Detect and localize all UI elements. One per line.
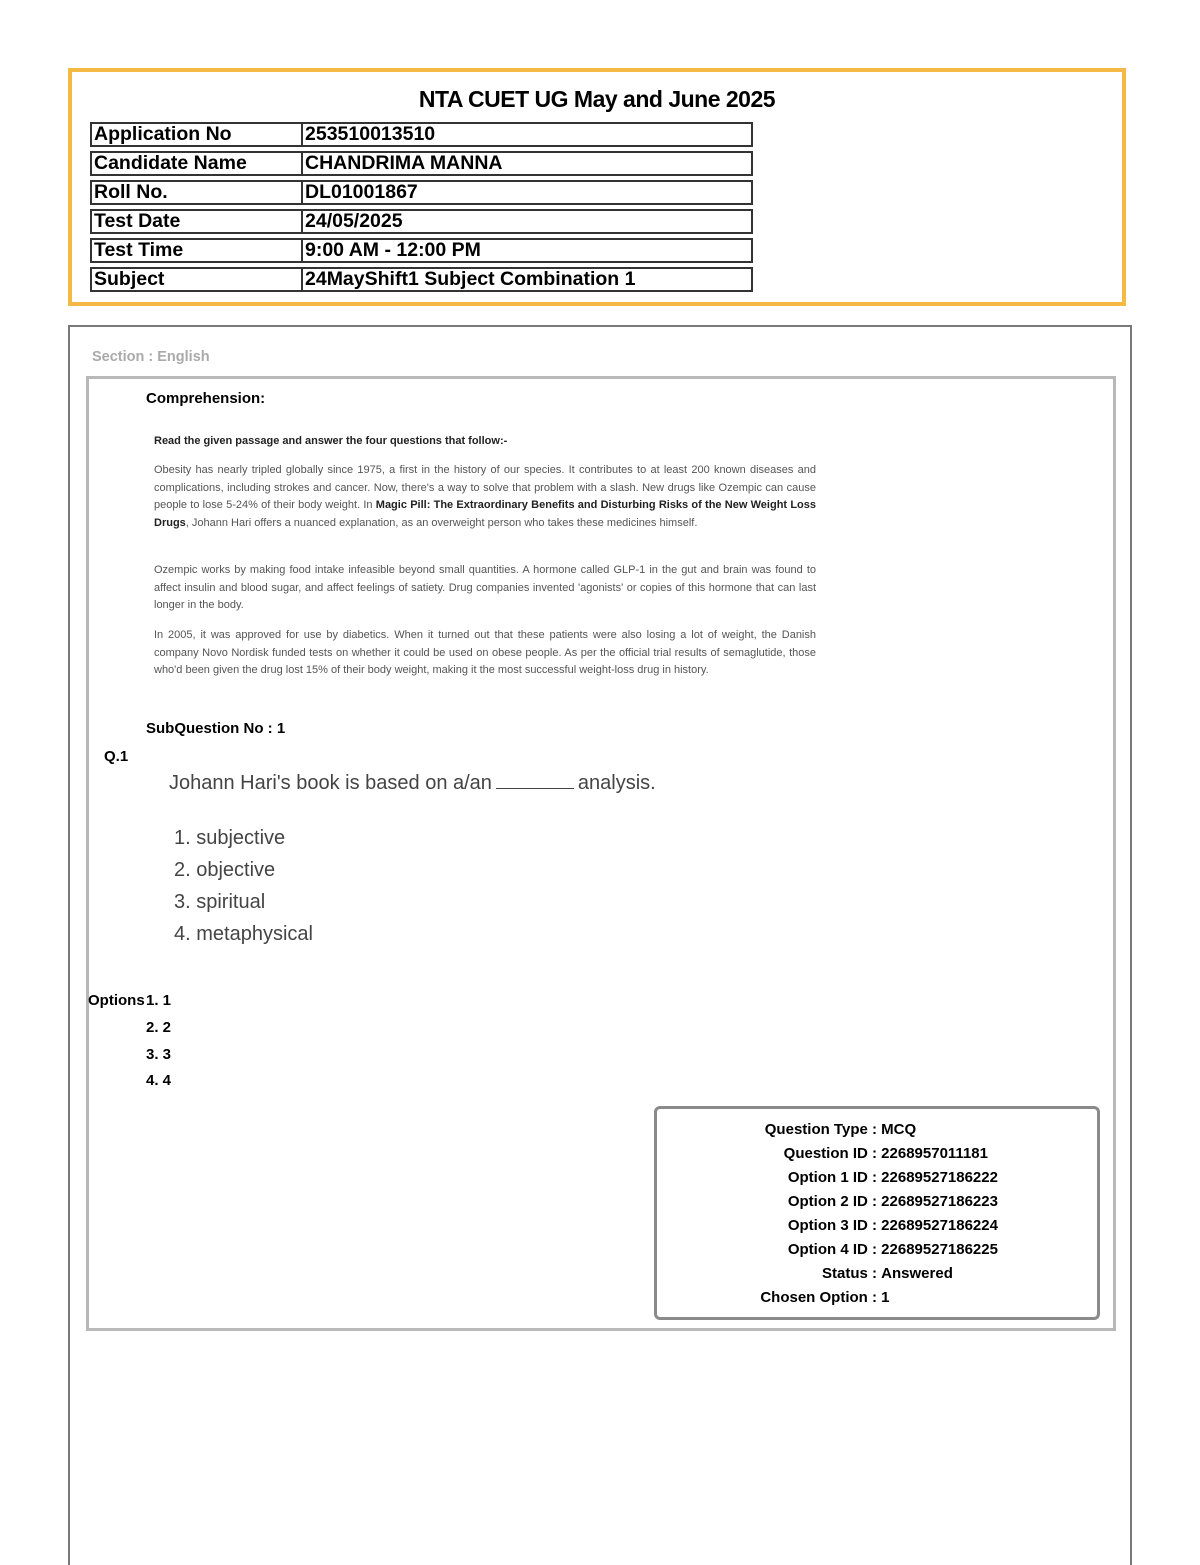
meta-label: Option 3 ID : [787,1217,877,1234]
subquestion-label: SubQuestion No : 1 [146,720,286,737]
table-row [90,267,753,292]
meta-question-id [654,1145,1100,1162]
question-meta-box [654,1106,1100,1320]
meta-label: Option 2 ID : [787,1193,877,1210]
meta-value: MCQ [881,1121,917,1138]
answer-choice: 4. metaphysical [174,923,313,945]
info-value: 24MayShift1 Subject Combination 1 [303,267,753,292]
meta-option-4-id [654,1241,1100,1258]
meta-chosen-option [654,1289,1100,1306]
answer-choice: 3. spiritual [174,891,266,913]
option-item: 4. 4 [146,1072,172,1089]
book-title: Magic Pill: The Extraordinary Benefits and Disturbing Risks of the New Weight Loss Drugs [154,499,816,529]
meta-value: 22689527186224 [881,1217,998,1234]
meta-value: 22689527186223 [881,1193,998,1210]
answer-choice: 2. objective [174,859,276,881]
info-label: Test Date [90,209,303,234]
info-label: Application No [90,122,303,147]
table-row [90,122,753,147]
option-item: 2. 2 [146,1019,172,1036]
fill-blank [496,772,574,789]
option-item: 1. 1 [146,992,172,1009]
table-row [90,209,753,234]
info-value: CHANDRIMA MANNA [303,151,753,176]
info-label: Subject [90,267,303,292]
meta-value: 1 [881,1289,890,1306]
meta-label: Question ID : [783,1145,877,1162]
exam-title: NTA CUET UG May and June 2025 [418,86,776,112]
passage-paragraph-1 [154,462,816,532]
options-label: Options [88,992,145,1009]
meta-question-type [654,1121,1100,1138]
info-value: 253510013510 [303,122,753,147]
question-text-end: analysis. [577,772,656,794]
meta-label: Chosen Option : [760,1289,877,1306]
info-value: 24/05/2025 [303,209,753,234]
candidate-info-table [90,118,753,296]
meta-value: 22689527186225 [881,1241,998,1258]
option-item: 3. 3 [146,1046,172,1063]
info-label: Candidate Name [90,151,303,176]
meta-value: Answered [881,1265,953,1282]
meta-option-1-id [654,1169,1100,1186]
question-text-start: Johann Hari's book is based on a/an [169,772,492,794]
comprehension-label: Comprehension: [146,390,266,407]
meta-value: 2268957011181 [881,1145,988,1162]
info-value: DL01001867 [303,180,753,205]
passage-instruction: Read the given passage and answer the four questions that follow:- [154,435,508,447]
table-row [90,151,753,176]
info-label: Roll No. [90,180,303,205]
info-label: Test Time [90,238,303,263]
meta-label: Question Type : [764,1121,877,1138]
answer-choice: 1. subjective [174,827,286,849]
meta-value: 22689527186222 [881,1169,998,1186]
meta-label: Status : [821,1265,877,1282]
question-number: Q.1 [104,748,129,765]
meta-label: Option 4 ID : [787,1241,877,1258]
question-text [169,772,656,795]
table-row [90,180,753,205]
answer-choices [174,824,313,952]
meta-option-3-id [654,1217,1100,1234]
passage-paragraph-2: Ozempic works by making food intake infeasible beyond small quantities. A hormone called GLP-1 in the gut and brain was found to affect insulin and blood sugar, and affect feelings of satiety. Drug companies invented 'agonists' or copies of this hormone that can last longer in the body. [154,564,816,611]
candidate-header [68,68,1126,306]
section-label: Section : English [92,349,210,365]
meta-option-2-id [654,1193,1100,1210]
table-row [90,238,753,263]
info-value: 9:00 AM - 12:00 PM [303,238,753,263]
meta-label: Option 1 ID : [787,1169,877,1186]
passage-text: , Johann Hari offers a nuanced explanation, as an overweight person who takes these medicines himself. [185,516,698,529]
passage-text: Obesity has nearly tripled globally since 1975, a first in the history of our species. It contributes to at least 200 known diseases and complications, including strokes and cancer. Now, there's a way to solve that problem with a slash. New drugs like Ozempic can cause people to lose 5-24% of their body weight. In [154,464,816,511]
passage-paragraph-3: In 2005, it was approved for use by diabetics. When it turned out that these patients were also losing a lot of weight, the Danish company Novo Nordisk funded tests on whether it could be used on obese people. As per the official trial results of semaglutide, those who'd been given the drug lost 15% of their body weight, making it the most successful weight-loss drug in history. [154,629,816,676]
meta-status [654,1265,1100,1282]
